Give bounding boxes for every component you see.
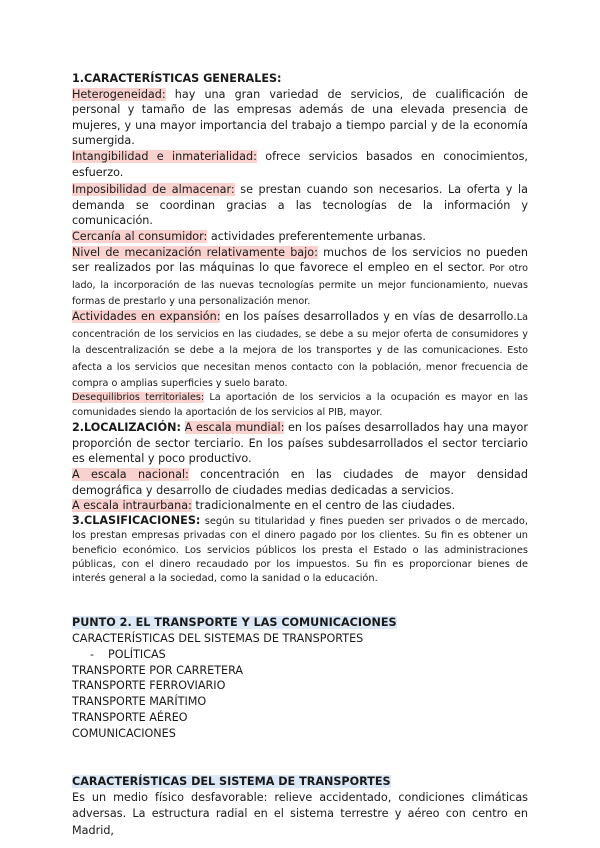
localizacion-paragraph	[72, 420, 528, 467]
punto-2-title-text: PUNTO 2. EL TRANSPORTE Y LAS COMUNICACIONES	[72, 615, 397, 629]
section-1-title-text: 1.CARACTERÍSTICAS GENERALES:	[72, 72, 282, 85]
imposibilidad-paragraph	[72, 182, 528, 229]
mecanizacion-paragraph	[72, 245, 528, 310]
bullet-label: POLÍTICAS	[108, 647, 166, 661]
desequilibrios-term: Desequilibrios territoriales:	[72, 392, 205, 404]
cercania-text: actividades preferentemente urbanas.	[207, 229, 426, 243]
punto-2-item-aereo: TRANSPORTE AÉREO	[72, 711, 188, 725]
expansion-text-b: La concentración de los servicios en las ciudades, se debe a su mejor oferta de consumidores y la descentralización se debe a la mejora de los transportes y de las comunicaciones. Esto afecta a los servicios que necesitan menos contacto con la población, menor frecuencia de compra o amplias superficies y suelo barato.	[72, 312, 528, 389]
escala-intraurbana-paragraph	[72, 498, 528, 514]
escala-intraurbana-text: tradicionalmente en el centro de las ciudades.	[191, 499, 456, 513]
punto-2-title	[72, 615, 528, 631]
heterogeneidad-paragraph	[72, 87, 528, 149]
punto-2-bullet-politicas	[72, 647, 528, 663]
section-1-title	[72, 71, 528, 87]
section-3-title: 3.CLASIFICACIONES:	[72, 513, 201, 527]
punto-2-item-caracteristicas: CARACTERÍSTICAS DEL SISTEMAS DE TRANSPORTES	[72, 631, 364, 645]
expansion-text-a: en los países desarrollados y en vías de desarrollo.	[220, 310, 517, 324]
expansion-term: Actividades en expansión:	[72, 310, 221, 324]
desequilibrios-paragraph	[72, 391, 528, 420]
escala-nacional-term: A escala nacional:	[72, 467, 189, 481]
escala-nacional-text: concentración en las ciudades de mayor densidad demográfica y desarrollo de ciudades medias dedicadas a servicios.	[72, 467, 528, 497]
intangibilidad-paragraph	[72, 149, 528, 180]
mecanizacion-term: Nivel de mecanización relativamente bajo:	[72, 245, 318, 259]
punto-2-item-maritimo: TRANSPORTE MARÍTIMO	[72, 695, 207, 709]
escala-intraurbana-term: A escala intraurbana:	[72, 499, 192, 513]
sistema-title-text: CARACTERÍSTICAS DEL SISTEMA DE TRANSPORTES	[72, 775, 391, 789]
clasificaciones-paragraph	[72, 514, 528, 587]
heterogeneidad-term: Heterogeneidad:	[72, 87, 166, 101]
escala-mundial-term: A escala mundial:	[184, 421, 285, 435]
cercania-paragraph	[72, 229, 528, 245]
bullet-dash: -	[90, 647, 95, 661]
intangibilidad-text: ofrece servicios basados en conocimientos, esfuerzo.	[72, 149, 528, 179]
mecanizacion-text-b: Por otro lado, la incorporación de las nuevas tecnologías permite un mejor funcionamiento, nuevas formas de prestarlo y una personalización menor.	[72, 263, 529, 307]
expansion-paragraph	[72, 309, 528, 391]
escala-mundial-text: en los países desarrollados hay una mayor proporción de sector terciario. En los países subdesarrollados el sector terciario es elemental y poco productivo.	[72, 421, 528, 466]
punto-2-item-comunicaciones: COMUNICACIONES	[72, 727, 176, 741]
punto-2-item-ferroviario: TRANSPORTE FERROVIARIO	[72, 679, 226, 693]
document-content	[72, 71, 528, 839]
cercania-term: Cercanía al consumidor:	[72, 229, 208, 243]
punto-2-item-carretera: TRANSPORTE POR CARRETERA	[72, 663, 244, 677]
intangibilidad-term: Intangibilidad e inmaterialidad:	[72, 149, 257, 163]
imposibilidad-term: Imposibilidad de almacenar:	[72, 183, 235, 197]
imposibilidad-text: se prestan cuando son necesarios. La oferta y la demanda se coordinan gracias a las tecnologías de la información y comunicación.	[72, 183, 528, 228]
escala-nacional-paragraph	[72, 467, 528, 498]
heterogeneidad-text: hay una gran variedad de servicios, de cualificación de personal y tamaño de las empresas además de una elevada presencia de mujeres, y una mayor importancia del trabajo a tiempo parcial y de la economía sumergida.	[72, 87, 528, 148]
section-2-title: 2.LOCALIZACIÓN:	[72, 421, 181, 435]
sistema-title	[72, 774, 528, 790]
mecanizacion-text-a: muchos de los servicios no pueden ser realizados por las máquinas lo que favorece el empleo en el sector.	[72, 245, 528, 275]
sistema-paragraph: Es un medio físico desfavorable: relieve accidentado, condiciones climáticas adversas. La estructura radial en el sistema terrestre y aéreo con centro en Madrid,	[72, 790, 528, 837]
desequilibrios-text: La aportación de los servicios a la ocupación es mayor en las comunidades siendo la aportación de los servicios al PIB, mayor.	[72, 392, 528, 418]
clasificaciones-text: según su titularidad y fines pueden ser privados o de mercado, los prestan empresas privadas con el dinero pagado por los clientes. Su fin es obtener un beneficio económico. Los servicios públicos los presta el Estado o las administraciones públicas, con el dinero recaudado por los impuestos. Su fin es proporcionar bienes de interés general a la sociedad, como la sanidad o la educación.	[72, 515, 528, 585]
